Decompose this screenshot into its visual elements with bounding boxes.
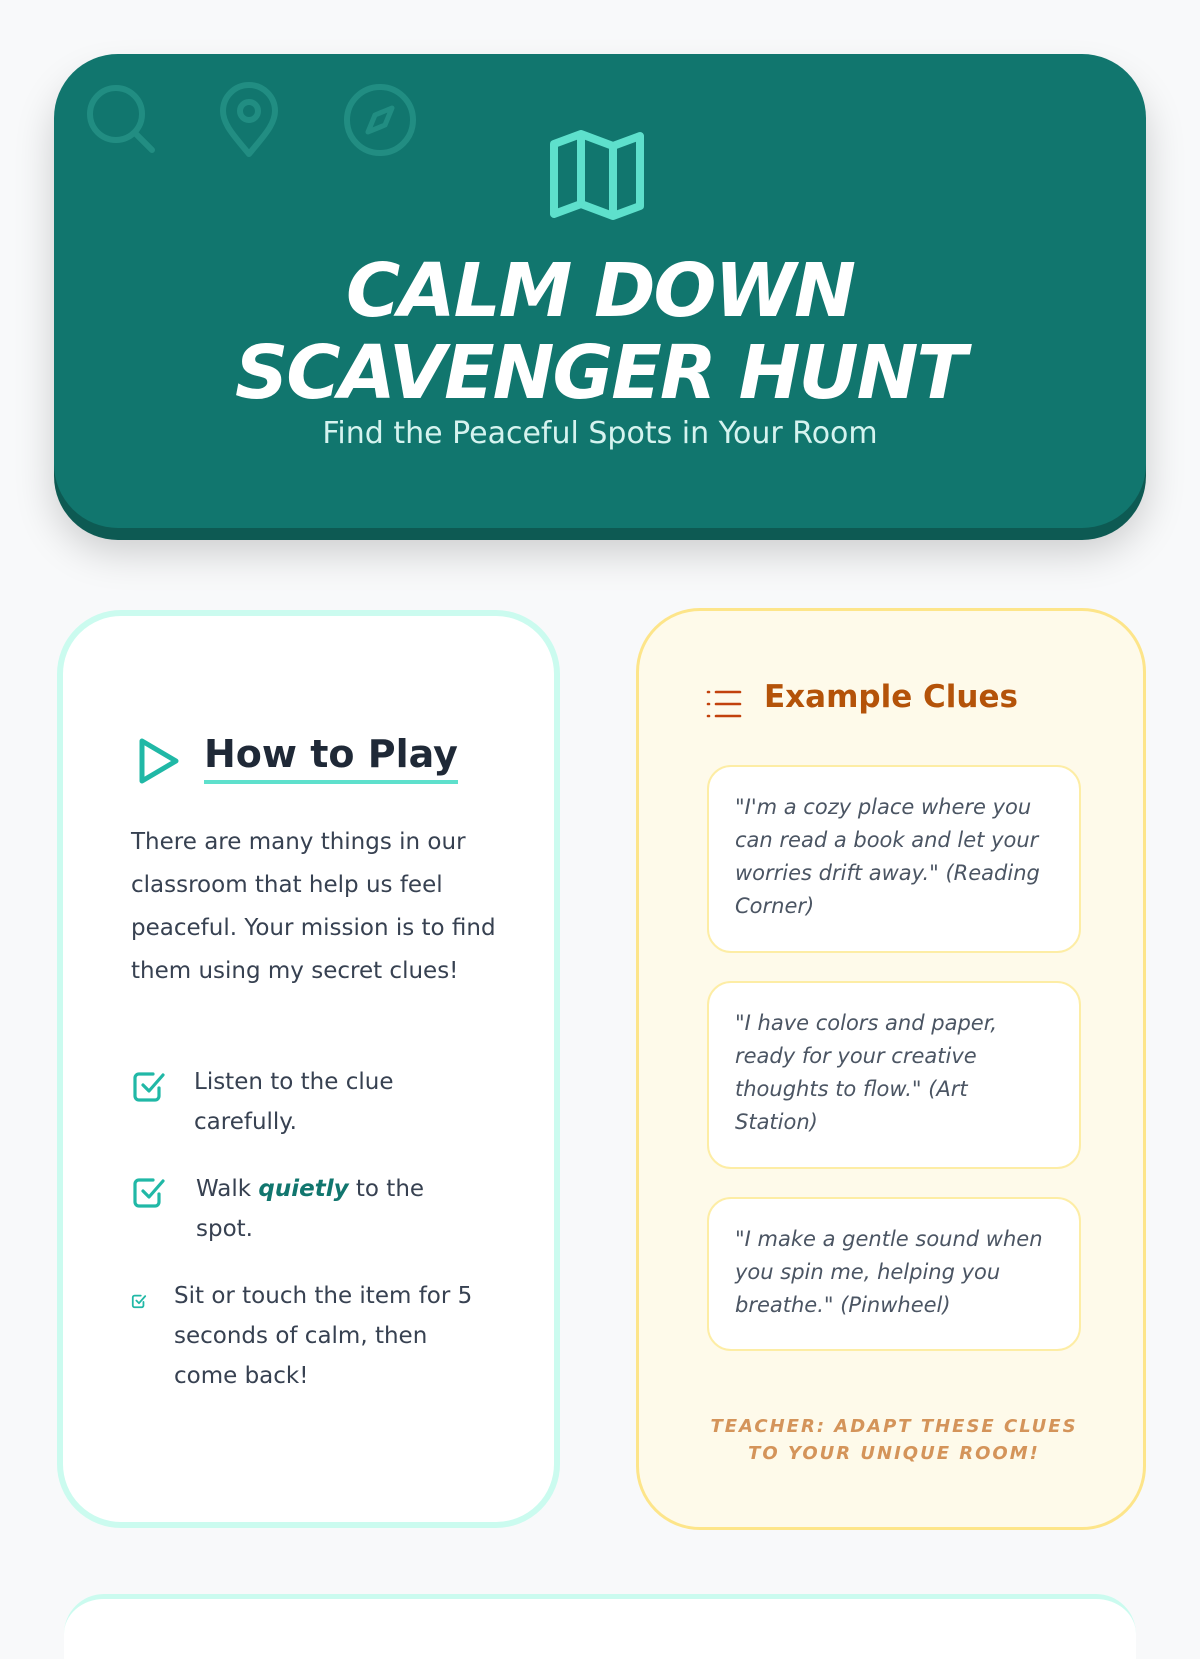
step-2 <box>196 1169 486 1249</box>
how-to-play-intro: There are many things in our classroom that help us feel peaceful. Your mission is to find them using my secret clues! <box>131 829 496 984</box>
page-subtitle: Find the Peaceful Spots in Your Room <box>322 416 878 451</box>
location-pin-icon <box>218 82 280 158</box>
teacher-note: TEACHER: ADAPT THESE CLUES TO YOUR UNIQUE ROOM! <box>710 1416 1078 1464</box>
next-section-card <box>64 1594 1136 1659</box>
how-to-play-card <box>57 610 560 1528</box>
step-2-after: to the spot. <box>196 1176 425 1242</box>
step-2-emphasis: quietly <box>258 1176 349 1202</box>
how-to-play-title: How to Play <box>204 732 458 784</box>
map-icon <box>550 130 644 220</box>
clue-card: "I'm a cozy place where you can read a book and let your worries drift away." (Reading Corner) <box>707 765 1081 953</box>
list-icon <box>706 689 742 719</box>
clue-card: "I have colors and paper, ready for your creative thoughts to flow." (Art Station) <box>707 981 1081 1169</box>
play-icon <box>137 736 181 786</box>
checkbox-icon <box>131 1174 167 1210</box>
compass-icon <box>342 82 418 158</box>
search-icon <box>84 82 158 156</box>
example-clues-title: Example Clues <box>764 679 1018 715</box>
page-title <box>54 250 1146 414</box>
example-clues-card <box>636 608 1146 1530</box>
checkbox-icon <box>131 1068 167 1104</box>
step-1: Listen to the clue carefully. <box>194 1069 394 1135</box>
title-line-1: CALM DOWN <box>345 248 855 334</box>
step-3: Sit or touch the item for 5 seconds of calm, then come back! <box>174 1283 473 1389</box>
clue-card: "I make a gentle sound when you spin me, helping you breathe." (Pinwheel) <box>707 1197 1081 1351</box>
title-line-2: SCAVENGER HUNT <box>234 330 966 416</box>
header-banner <box>54 54 1146 528</box>
checkbox-icon <box>131 1293 147 1309</box>
step-2-before: Walk <box>196 1176 259 1202</box>
